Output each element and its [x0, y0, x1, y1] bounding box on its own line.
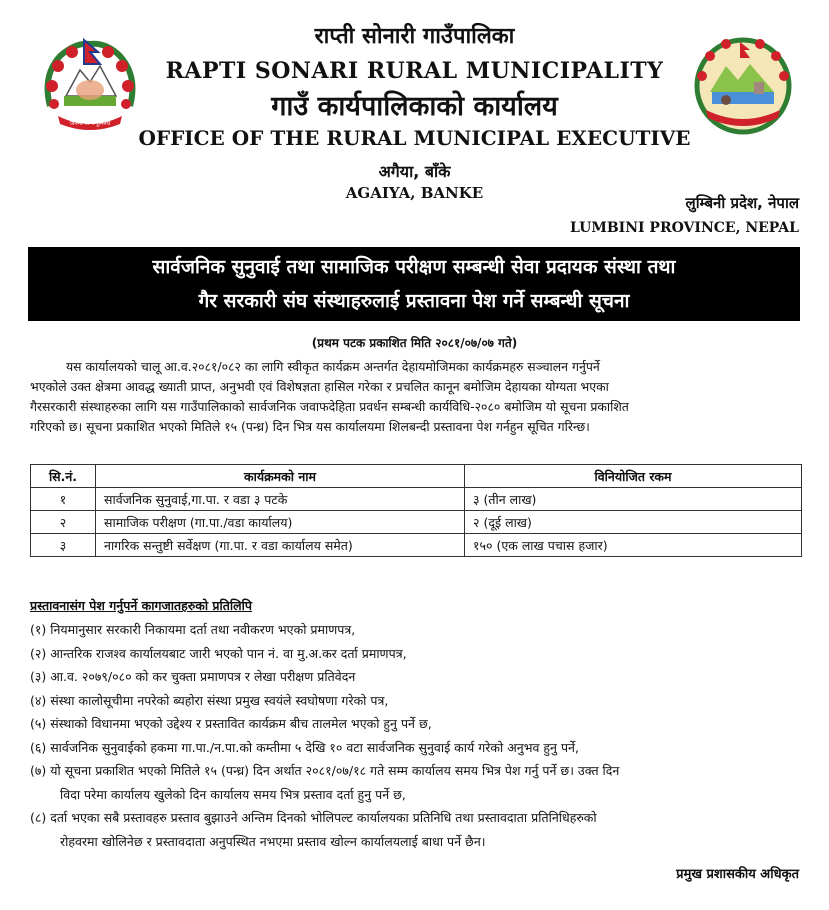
notice-title-line-1: सार्वजनिक सुनुवाई तथा सामाजिक परीक्षण सम्बन्धी सेवा प्रदायक संस्था तथा [152, 256, 676, 278]
requirements-list [30, 618, 802, 853]
column-header-amount: विनियोजित रकम [465, 465, 802, 488]
intro-line: गरिएको छ। सूचना प्रकाशित भएको मितिले १५ (पन्ध्र) दिन भित्र यस कार्यालयमा शिलबन्दी प्रस्तावना पेश गर्नहुन सूचित गरिन्छ। [30, 419, 590, 434]
list-item: (४) संस्था कालोसूचीमा नपरेको ब्यहोरा संस्था प्रमुख स्वयंले स्वघोषणा गरेको पत्र, [30, 692, 389, 708]
signatory-title: प्रमुख प्रशासकीय अधिकृत [676, 867, 799, 882]
list-item: (८) दर्ता भएका सबै प्रस्तावहरु प्रस्ताव बुझाउने अन्तिम दिनको भोलिपल्ट कार्यालयका प्रतिनिधि तथा प्रस्तावदाता प्रतिनिधिहरुको [30, 810, 597, 825]
intro-line: भएकोले उक्त क्षेत्रमा आवद्ध ख्याती प्राप्त, अनुभवी एवं विशेषज्ञता हासिल गरेका र प्रचलित कानून बमोजिम देहायका योग्यता भएका [30, 379, 609, 394]
list-item: (६) सार्वजनिक सुनुवाईको हकमा गा.पा./न.पा.को कम्तीमा ५ देखि १० वटा सार्वजनिक सुनुवाई कार्य गरेको अनुभव हुनु पर्ने, [30, 739, 579, 755]
list-item-continuation: रोहवरमा खोलिनेछ र प्रस्तावदाता अनुपस्थित नभएमा प्रस्ताव खोल्न कार्यालयलाई बाधा पर्ने छैन। [60, 833, 486, 849]
table-row [31, 511, 802, 534]
table-header-row [31, 465, 802, 488]
table-row [31, 534, 802, 557]
location-np: अगैया, बाँके [378, 162, 451, 181]
intro-paragraph [30, 357, 802, 437]
list-item-continuation: विदा परेमा कार्यालय खुलेको दिन कार्यालय समय भित्र प्रस्ताव दर्ता हुनु पर्ने छ, [60, 786, 406, 802]
municipality-name-en: RAPTI SONARI RURAL MUNICIPALITY [165, 58, 664, 84]
province-np: लुम्बिनी प्रदेश, नेपाल [685, 194, 799, 212]
province-en: LUMBINI PROVINCE, NEPAL [570, 220, 799, 236]
amount-cell: ३ (तीन लाख) [465, 488, 802, 511]
program-table [30, 464, 802, 557]
program-cell: सामाजिक परीक्षण (गा.पा./वडा कार्यालय) [96, 511, 465, 534]
serial-cell: २ [31, 511, 96, 534]
office-name-en: OFFICE OF THE RURAL MUNICIPAL EXECUTIVE [138, 126, 691, 150]
table-row [31, 488, 802, 511]
list-item: (५) संस्थाको विधानमा भएको उद्देश्य र प्रस्तावित कार्यक्रम बीच तालमेल भएको हुनु पर्ने छ, [30, 716, 432, 731]
publication-date-note: (प्रथम पटक प्रकाशित मिति २०८१/०७/०७ गते) [311, 336, 518, 350]
notice-title-banner [28, 247, 800, 321]
municipality-name-np: राप्ती सोनारी गाउँपालिका [314, 24, 515, 49]
amount-cell: १५० (एक लाख पचास हजार) [465, 534, 802, 557]
list-item: (२) आन्तरिक राजश्व कार्यालयबाट जारी भएको पान नं. वा मु.अ.कर दर्ता प्रमाणपत्र, [30, 645, 407, 661]
office-name-np: गाउँ कार्यपालिकाको कार्यालय [271, 91, 558, 122]
list-item: (७) यो सूचना प्रकाशित भएको मितिले १५ (पन्ध्र) दिन अर्थात २०८१/०७/१८ गते सम्म कार्यालय समय भित्र पेश गर्नु पर्ने छ। उक्त दिन [30, 763, 620, 778]
requirements-title: प्रस्तावनासंग पेश गर्नुपर्ने कागजातहरुको प्रतिलिपि [30, 598, 252, 613]
list-item: (३) आ.व. २०७९/०८० को कर चुक्ता प्रमाणपत्र र लेखा परीक्षण प्रतिवेदन [30, 669, 356, 684]
serial-cell: १ [31, 488, 96, 511]
svg-text:जननी जन्मभूमिश्च: जननी जन्मभूमिश्च [69, 120, 111, 127]
list-item: (१) नियमानुसार सरकारी निकायमा दर्ता तथा नवीकरण भएको प्रमाणपत्र, [30, 622, 356, 637]
amount-cell: २ (दूई लाख) [465, 511, 802, 534]
notice-title-line-2: गैर सरकारी संघ संस्थाहरुलाई प्रस्तावना पेश गर्ने सम्बन्धी सूचना [198, 290, 630, 312]
program-cell: सार्वजनिक सुनुवाई,गा.पा. र वडा ३ पटके [96, 488, 465, 511]
program-cell: नागरिक सन्तुष्टी सर्वेक्षण (गा.पा. र वडा कार्यालय समेत) [96, 534, 465, 557]
column-header-program: कार्यक्रमको नाम [96, 465, 465, 488]
location-en: AGAIYA, BANKE [345, 184, 484, 202]
intro-line: यस कार्यालयको चालू आ.व.२०८१/०८२ का लागि स्वीकृत कार्यक्रम अन्तर्गत देहायमोजिमका कार्यक्रमहरु सञ्चालन गर्नुपर्ने [66, 359, 600, 374]
serial-cell: ३ [31, 534, 96, 557]
intro-line: गैरसरकारी संस्थाहरुका लागि यस गाउँपालिकाको सार्वजनिक जवाफदेहिता प्रवर्धन सम्बन्धी कार्यविधि-२०८० बमोजिम यो सूचना प्रकाशित [30, 399, 629, 414]
column-header-serial: सि.नं. [31, 465, 96, 488]
